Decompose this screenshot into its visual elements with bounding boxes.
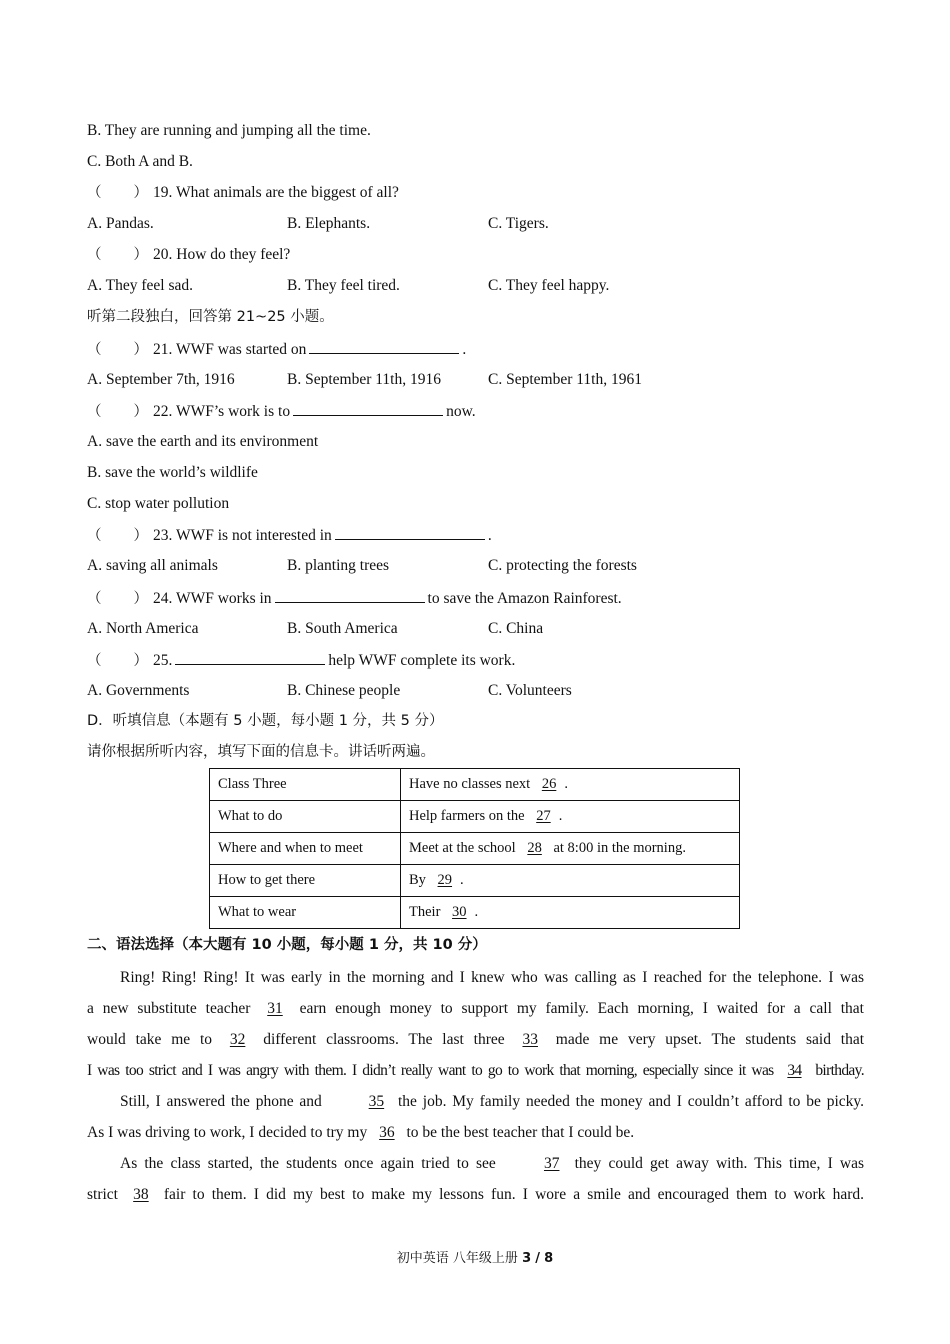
q23-option-a: A. saving all animals [87,557,218,574]
answer-blank: 37 [543,1155,560,1172]
answer-blank [293,399,443,416]
answer-blank: 38 [133,1186,149,1203]
section-intro: 听第二段独白，回答第 21~25 小题。 [87,309,334,325]
passage-line: strict 38 fair to them. I did my best to make my lessons fun. I wore a smile and encouraged them to work hard. [87,1179,864,1210]
table-cell-value: Meet at the school 28 at 8:00 in the morning. [401,833,740,865]
q21-option-a: A. September 7th, 1916 [87,371,235,388]
q25-stem: （ ） 25. help WWF complete its work. [87,648,515,672]
q23-option-b: B. planting trees [287,557,390,574]
q23-option-c: C. protecting the forests [488,557,637,574]
table-row [210,897,740,929]
table-row [210,833,740,865]
q19-options [87,212,867,236]
q25-options [87,679,867,703]
passage-line: As the class started, the students once again tried to see 37 they could get away with. This time, I was [87,1148,864,1179]
q19-option-a: A. Pandas. [87,215,154,232]
footer-label: 初中英语 八年级上册 [396,1251,518,1266]
table-row [210,801,740,833]
q21-option-c: C. September 11th, 1961 [488,371,642,388]
table-cell-value: Their 30 . [401,897,740,929]
q20-option-c: C. They feel happy. [488,277,610,294]
page-footer: 初中英语 八年级上册 3 / 8 [396,1251,554,1266]
table-cell-label: What to do [210,801,401,833]
q22-stem: （ ） 22. WWF’s work is to now. [87,399,476,423]
page-number: 3 [522,1251,532,1266]
q20-stem: （ ） 20. How do they feel? [87,246,291,263]
answer-blank: 28 [527,840,542,856]
q23-stem: （ ） 23. WWF is not interested in . [87,523,492,547]
q19-option-c: C. Tigers. [488,215,549,232]
q20-option-b: B. They feel tired. [287,277,400,294]
q22-option-a: A. save the earth and its environment [87,433,319,450]
q22-option-b: B. save the world’s wildlife [87,464,258,481]
table-cell-label: What to wear [210,897,401,929]
q24-options [87,617,867,641]
section-d-title: D．听填信息（本题有 5 小题，每小题 1 分，共 5 分） [87,713,444,729]
passage-line: Ring! Ring! Ring! It was early in the morning and I knew who was calling as I reached for the telephone. I was [120,969,864,986]
info-card-table [209,768,740,929]
q21-option-b: B. September 11th, 1916 [287,371,441,388]
answer-blank [275,586,425,603]
q19-option-b: B. Elephants. [287,215,371,232]
table-row [210,769,740,801]
section-2-title: 二、语法选择（本大题有 10 小题，每小题 1 分，共 10 分） [87,937,487,953]
answer-blank: 33 [522,1031,538,1048]
answer-blank: 35 [368,1093,385,1110]
passage-line: Still, I answered the phone and 35 the job. My family needed the money and I couldn’t afford to be picky. [87,1086,864,1117]
q20-options [87,274,867,298]
answer-blank: 36 [379,1124,395,1141]
q18-option-c: C. Both A and B. [87,153,193,170]
answer-blank: 26 [541,776,557,792]
table-cell-label: Where and when to meet [210,833,401,865]
q21-options [87,368,867,392]
q24-option-a: A. North America [87,620,199,637]
passage-line: As I was driving to work, I decided to try my 36 to be the best teacher that I could be. [87,1117,864,1148]
answer-blank [335,523,485,540]
q24-stem: （ ） 24. WWF works in to save the Amazon Rainforest. [87,586,622,610]
answer-blank [175,648,325,665]
q25-option-c: C. Volunteers [488,682,572,699]
q24-option-c: C. China [488,620,544,637]
answer-blank: 34 [787,1062,802,1079]
answer-blank: 30 [452,904,467,920]
q23-options [87,554,867,578]
answer-blank: 29 [437,872,453,888]
answer-blank: 32 [229,1031,246,1048]
q20-option-a: A. They feel sad. [87,277,194,294]
table-cell-value: Help farmers on the 27 . [401,801,740,833]
answer-blank: 31 [267,1000,283,1017]
q24-option-b: B. South America [287,620,398,637]
passage-line: a new substitute teacher 31 earn enough money to support my family. Each morning, I waited for a call that [87,993,864,1024]
q22-option-c: C. stop water pollution [87,495,230,512]
passage-line: would take me to 32 different classrooms. The last three 33 made me very upset. The students said that [87,1024,864,1055]
q19-stem: （ ） 19. What animals are the biggest of all? [87,184,399,201]
section-d-instruction: 请你根据所听内容，填写下面的信息卡。讲话听两遍。 [87,744,435,760]
table-cell-label: Class Three [210,769,401,801]
table-cell-label: How to get there [210,865,401,897]
q18-option-b: B. They are running and jumping all the time. [87,122,371,139]
q21-stem: （ ） 21. WWF was started on . [87,337,466,361]
passage-line: I was too strict and I was angry with them. I didn’t really want to go to work that morning, especially since it was 34 birthday. [87,1055,864,1086]
q25-option-a: A. Governments [87,682,190,699]
q25-option-b: B. Chinese people [287,682,401,699]
table-row [210,865,740,897]
table-cell-value: By 29 . [401,865,740,897]
page-total: 8 [544,1251,554,1266]
table-cell-value: Have no classes next 26 . [401,769,740,801]
answer-blank: 27 [536,808,551,824]
answer-blank [309,337,459,354]
